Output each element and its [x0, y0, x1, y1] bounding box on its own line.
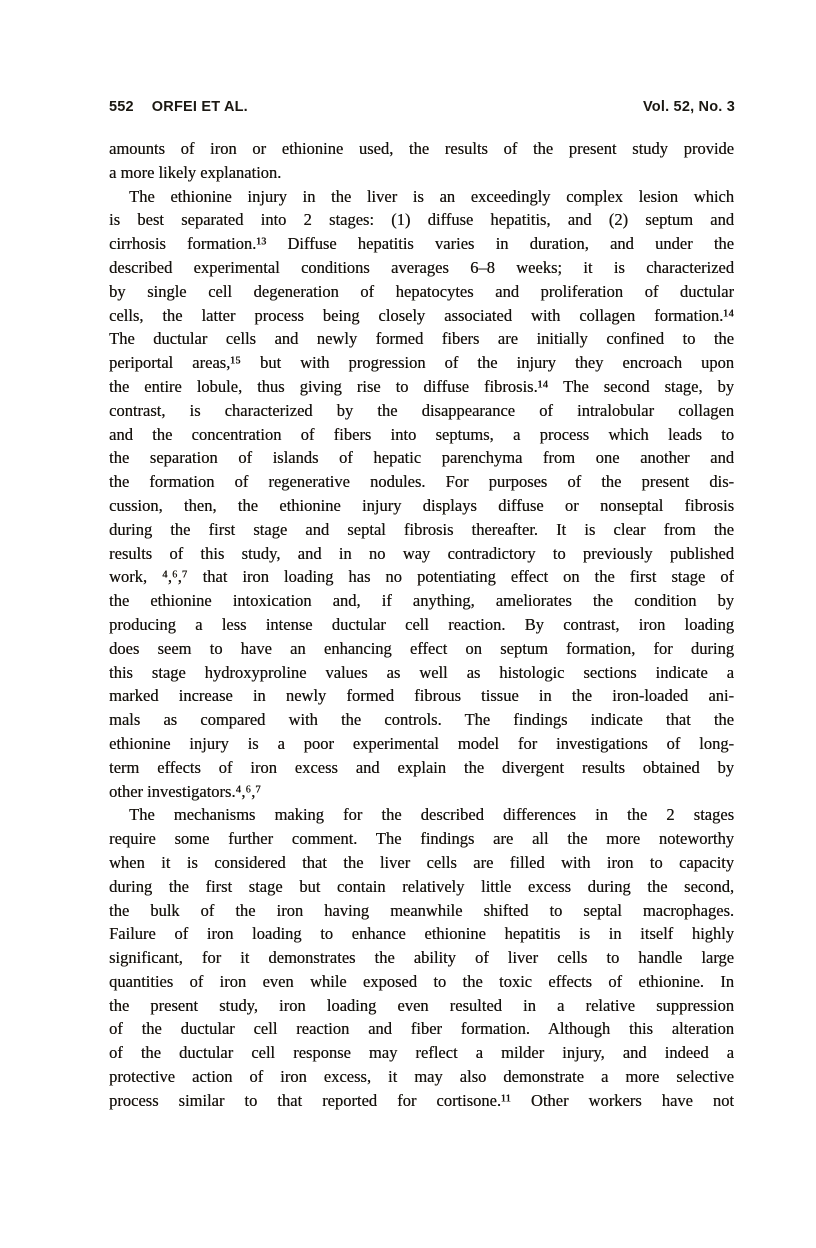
text-line: The mechanisms making for the described differences in the 2 stages [129, 805, 734, 825]
text-line: of the ductular cell response may reflect a milder injury, and indeed a [109, 1043, 734, 1063]
article-body [109, 137, 734, 1113]
text-line: The ethionine injury in the liver is an exceedingly complex lesion which [129, 186, 734, 206]
text-line: the formation of regenerative nodules. For purposes of the present dis- [109, 472, 734, 492]
text-line: when it is considered that the liver cells are filled with iron to capacity [109, 852, 734, 872]
text-line: contrast, is characterized by the disappearance of intralobular collagen [109, 400, 734, 420]
text-line: producing a less intense ductular cell reaction. By contrast, iron loading [109, 614, 734, 634]
page-number: 552 [109, 99, 134, 115]
text-line: the separation of islands of hepatic parenchyma from one another and [109, 448, 734, 468]
paragraph [109, 185, 734, 804]
text-line: other investigators.⁴,⁶,⁷ [109, 781, 261, 801]
text-line: amounts of iron or ethionine used, the results of the present study provide [109, 139, 734, 158]
text-line: and the concentration of fibers into septums, a process which leads to [109, 424, 734, 444]
text-line: this stage hydroxyproline values as well as histologic sections indicate a [109, 662, 734, 682]
running-header [109, 99, 735, 115]
text-line: require some further comment. The findings are all the more noteworthy [109, 829, 734, 849]
text-line: the ethionine intoxication and, if anything, ameliorates the condition by [109, 591, 734, 611]
running-head-authors: ORFEI ET AL. [151, 99, 248, 115]
text-line: during the first stage and septal fibrosis thereafter. It is clear from the [109, 519, 734, 539]
text-line: cussion, then, the ethionine injury displays diffuse or nonseptal fibrosis [109, 495, 734, 515]
text-line: the present study, iron loading even resulted in a relative suppression [109, 995, 734, 1015]
text-line: is best separated into 2 stages: (1) diffuse hepatitis, and (2) septum and [109, 210, 734, 230]
text-line: cirrhosis formation.¹³ Diffuse hepatitis varies in duration, and under the [109, 234, 734, 254]
text-line: quantities of iron even while exposed to the toxic effects of ethionine. In [109, 971, 734, 991]
text-line: the bulk of the iron having meanwhile shifted to septal macrophages. [109, 900, 734, 920]
text-line: significant, for it demonstrates the ability of liver cells to handle large [109, 948, 734, 968]
paragraph [109, 803, 734, 1112]
text-line: protective action of iron excess, it may also demonstrate a more selective [109, 1067, 734, 1087]
text-line: a more likely explanation. [109, 162, 282, 182]
text-line: marked increase in newly formed fibrous tissue in the iron-loaded ani- [109, 686, 734, 706]
text-line: does seem to have an enhancing effect on septum formation, for during [109, 638, 734, 658]
text-line: ethionine injury is a poor experimental model for investigations of long- [109, 733, 734, 753]
text-line: of the ductular cell reaction and fiber formation. Although this alteration [109, 1019, 734, 1039]
text-line: periportal areas,¹⁵ but with progression of the injury they encroach upon [109, 353, 734, 373]
text-line: described experimental conditions averages 6–8 weeks; it is characterized [109, 257, 734, 277]
text-line: by single cell degeneration of hepatocytes and proliferation of ductular [109, 281, 734, 301]
text-line: process similar to that reported for cortisone.¹¹ Other workers have not [109, 1090, 734, 1110]
text-line: term effects of iron excess and explain the divergent results obtained by [109, 757, 734, 777]
text-line: mals as compared with the controls. The findings indicate that the [109, 710, 734, 730]
text-line: the entire lobule, thus giving rise to diffuse fibrosis.¹⁴ The second stage, by [109, 376, 734, 396]
volume-issue: Vol. 52, No. 3 [643, 99, 735, 115]
text-line: cells, the latter process being closely associated with collagen formation.¹⁴ [109, 305, 734, 325]
paragraph [109, 137, 734, 185]
text-line: Failure of iron loading to enhance ethionine hepatitis is in itself highly [109, 924, 734, 944]
text-line: during the first stage but contain relatively little excess during the second, [109, 876, 734, 896]
text-line: The ductular cells and newly formed fibers are initially confined to the [109, 329, 734, 349]
text-line: results of this study, and in no way contradictory to previously published [109, 543, 734, 563]
text-line: work, ⁴,⁶,⁷ that iron loading has no potentiating effect on the first stage of [109, 567, 734, 587]
